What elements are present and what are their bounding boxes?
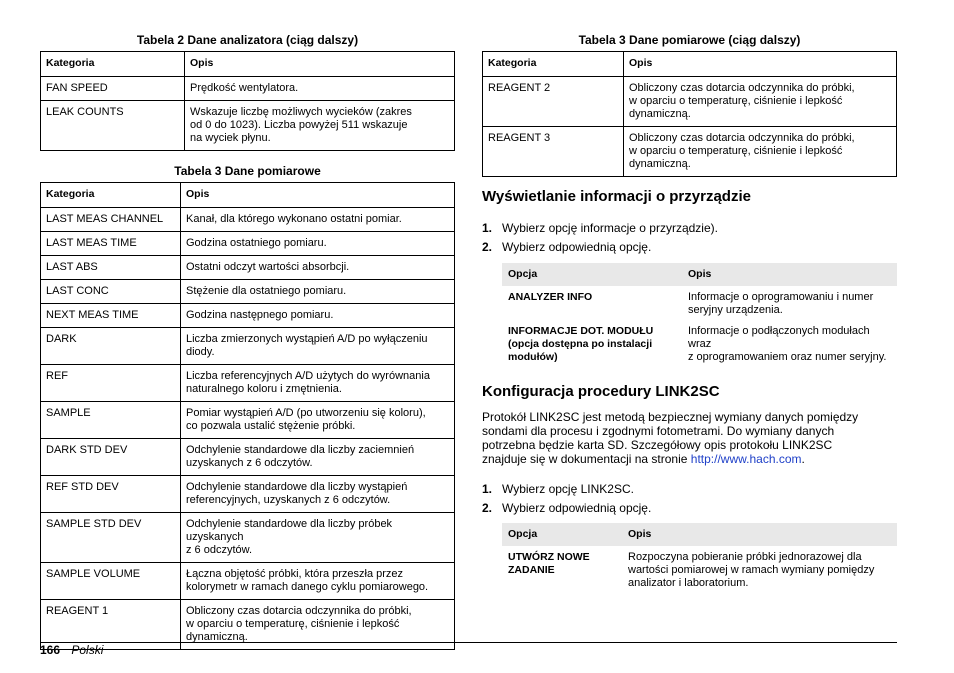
row-key: REF STD DEV (41, 476, 181, 513)
measurement-data-table (40, 182, 455, 650)
row-description: Prędkość wentylatora. (185, 77, 455, 101)
row-key: DARK (41, 328, 181, 365)
row-description: Odchylenie standardowe dla liczby próbek uzyskanych z 6 odczytów. (181, 513, 455, 563)
table-row (41, 280, 455, 304)
row-key: LAST MEAS CHANNEL (41, 208, 181, 232)
column-header-description: Opis (622, 523, 897, 546)
link2sc-steps (482, 482, 651, 520)
row-description: Odchylenie standardowe dla liczby zaciemnień uzyskanych z 6 odczytów. (181, 439, 455, 476)
link2sc-options-table (502, 523, 897, 593)
column-header-category: Kategoria (483, 52, 624, 77)
table3-caption: Tabela 3 Dane pomiarowe (174, 164, 321, 178)
step-text: Wybierz odpowiednią opcję. (502, 501, 652, 515)
measurement-data-table-continued (482, 51, 897, 177)
row-description: Pomiar wystąpień A/D (po utworzeniu się koloru), co pozwala ustalić stężenie próbki. (181, 402, 455, 439)
table-row (483, 127, 897, 177)
step-item (482, 501, 651, 515)
table-row (41, 208, 455, 232)
table-header-row (502, 523, 897, 546)
row-description: Rozpoczyna pobieranie próbki jednorazowej dla wartości pomiarowej w ramach wymiany pomiędzy analizator i laboratorium. (628, 551, 875, 589)
instrument-info-options-table (502, 263, 897, 367)
table-row (502, 286, 897, 320)
table-row (41, 256, 455, 280)
row-description: Obliczony czas dotarcia odczynnika do próbki, w oparciu o temperaturę, ciśnienie i lepkość dynamiczną. (181, 600, 455, 650)
column-header-description: Opis (682, 263, 897, 286)
table-row (41, 328, 455, 365)
row-key: UTWÓRZ NOWE ZADANIE (508, 551, 590, 576)
step-text: Wybierz odpowiednią opcję. (502, 240, 652, 254)
instrument-info-steps (482, 221, 718, 259)
row-key: LAST ABS (41, 256, 181, 280)
table-row (41, 563, 455, 600)
table-row (41, 402, 455, 439)
hach-website-link[interactable]: http://www.hach.com (690, 452, 802, 466)
footer-divider (40, 642, 897, 643)
table-header-row (41, 52, 455, 77)
link2sc-paragraph (482, 410, 897, 466)
column-header-description: Opis (624, 52, 897, 77)
page-footer (40, 643, 103, 657)
step-number: 2. (482, 240, 493, 254)
column-header-category: Kategoria (41, 52, 185, 77)
row-key: LAST MEAS TIME (41, 232, 181, 256)
table-header-row (41, 183, 455, 208)
table2-caption: Tabela 2 Dane analizatora (ciąg dalszy) (136, 33, 359, 47)
row-description: Kanał, dla którego wykonano ostatni pomiar. (181, 208, 455, 232)
row-description: Stężenie dla ostatniego pomiaru. (181, 280, 455, 304)
section-heading-link2sc: Konfiguracja procedury LINK2SC (482, 383, 720, 400)
row-key: REAGENT 3 (483, 127, 624, 177)
row-description: Wskazuje liczbę możliwych wycieków (zakres od 0 do 1023). Liczba powyżej 511 wskazuje na wyciek płynu. (185, 101, 455, 151)
table-row (41, 513, 455, 563)
row-key: DARK STD DEV (41, 439, 181, 476)
table-row (502, 546, 897, 593)
table-row (41, 439, 455, 476)
table-row (41, 101, 455, 151)
step-item (482, 221, 718, 235)
row-key: SAMPLE STD DEV (41, 513, 181, 563)
row-key: LAST CONC (41, 280, 181, 304)
link2sc-paragraph-text: Protokół LINK2SC jest metodą bezpiecznej wymiany danych pomiędzy sondami dla procesu i zgodnymi fotometrami. Do wymiany danych potrzebna będzie karta SD. Szczegółowy opis protokołu LINK2SC znajduje się w dokumentacji na stronie (482, 410, 859, 466)
table-row (41, 77, 455, 101)
row-description: Odchylenie standardowe dla liczby wystąpień referencyjnych, uzyskanych z 6 odczytów. (181, 476, 455, 513)
analyzer-data-table (40, 51, 455, 151)
row-description: Obliczony czas dotarcia odczynnika do próbki, w oparciu o temperaturę, ciśnienie i lepkość dynamiczną. (624, 77, 897, 127)
step-item (482, 240, 718, 254)
row-description: Liczba zmierzonych wystąpień A/D po wyłączeniu diody. (181, 328, 455, 365)
step-number: 1. (482, 482, 493, 496)
row-description: Godzina ostatniego pomiaru. (181, 232, 455, 256)
row-description: Ostatni odczyt wartości absorbcji. (181, 256, 455, 280)
table-row (41, 304, 455, 328)
section-heading-instrument-info: Wyświetlanie informacji o przyrządzie (482, 188, 751, 205)
table-row (41, 365, 455, 402)
step-item (482, 482, 651, 496)
table-header-row (502, 263, 897, 286)
step-number: 2. (482, 501, 493, 515)
row-description: Informacje o oprogramowaniu i numer seryjny urządzenia. (688, 291, 874, 316)
row-key: SAMPLE (41, 402, 181, 439)
table-row (41, 476, 455, 513)
column-header-category: Kategoria (41, 183, 181, 208)
table-row (483, 77, 897, 127)
row-description: Obliczony czas dotarcia odczynnika do próbki, w oparciu o temperaturę, ciśnienie i lepkość dynamiczną. (624, 127, 897, 177)
column-header-description: Opis (181, 183, 455, 208)
row-key: REF (41, 365, 181, 402)
row-description: Liczba referencyjnych A/D użytych do wyrównania naturalnego koloru i zmętnienia. (181, 365, 455, 402)
row-description: Informacje o podłączonych modułach wraz z oprogramowaniem oraz numer seryjny. (688, 325, 887, 363)
column-header-description: Opis (185, 52, 455, 77)
page-number: 166 (40, 643, 61, 657)
row-description: Godzina następnego pomiaru. (181, 304, 455, 328)
column-header-category: Opcja (502, 263, 682, 286)
row-key: NEXT MEAS TIME (41, 304, 181, 328)
row-key: ANALYZER INFO (508, 291, 593, 303)
row-description: Łączna objętość próbki, która przeszła przez kolorymetr w ramach danego cyklu pomiarowego. (181, 563, 455, 600)
step-number: 1. (482, 221, 493, 235)
step-text: Wybierz opcję informacje o przyrządzie). (502, 221, 718, 235)
row-key: REAGENT 1 (41, 600, 181, 650)
table-row (502, 320, 897, 367)
footer-language: Polski (71, 643, 104, 657)
row-key: LEAK COUNTS (41, 101, 185, 151)
row-key: INFORMACJE DOT. MODUŁU (opcja dostępna po instalacji modułów) (508, 325, 654, 363)
table-header-row (483, 52, 897, 77)
column-header-category: Opcja (502, 523, 622, 546)
table3-cont-caption: Tabela 3 Dane pomiarowe (ciąg dalszy) (578, 33, 801, 47)
link2sc-paragraph-end: . (801, 452, 805, 466)
table-row (41, 232, 455, 256)
step-text: Wybierz opcję LINK2SC. (502, 482, 634, 496)
row-key: SAMPLE VOLUME (41, 563, 181, 600)
row-key: REAGENT 2 (483, 77, 624, 127)
row-key: FAN SPEED (41, 77, 185, 101)
